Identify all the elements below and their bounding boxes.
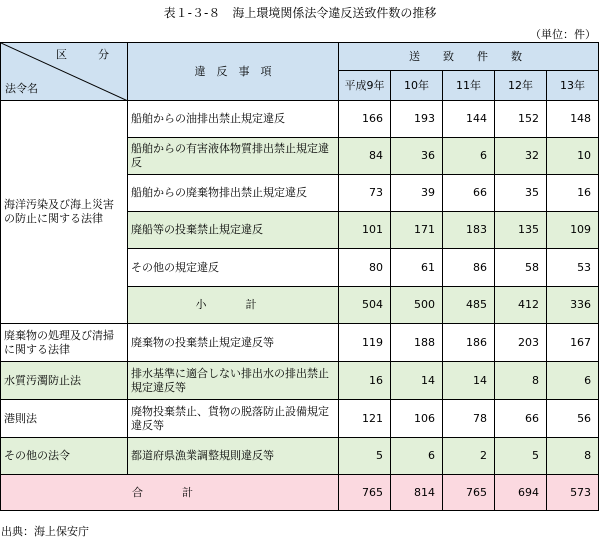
law-name-cell: 港則法 bbox=[1, 400, 128, 438]
referral-table bbox=[0, 42, 599, 511]
subtotal-label: 小 計 bbox=[128, 287, 339, 324]
value-cell: 5 bbox=[495, 438, 547, 475]
value-cell: 119 bbox=[339, 324, 391, 362]
total-value: 573 bbox=[547, 475, 599, 511]
violation-item: 船舶からの廃棄物排出禁止規定違反 bbox=[128, 175, 339, 212]
header-referral: 送 致 件 数 bbox=[339, 43, 599, 71]
value-cell: 35 bbox=[495, 175, 547, 212]
value-cell: 109 bbox=[547, 212, 599, 249]
violation-item: 都道府県漁業調整規則違反等 bbox=[128, 438, 339, 475]
value-cell: 84 bbox=[339, 138, 391, 175]
value-cell: 80 bbox=[339, 249, 391, 287]
value-cell: 36 bbox=[391, 138, 443, 175]
value-cell: 78 bbox=[443, 400, 495, 438]
total-value: 765 bbox=[339, 475, 391, 511]
value-cell: 16 bbox=[547, 175, 599, 212]
value-cell: 10 bbox=[547, 138, 599, 175]
total-value: 765 bbox=[443, 475, 495, 511]
value-cell: 58 bbox=[495, 249, 547, 287]
header-year: 平成9年 bbox=[339, 71, 391, 101]
subtotal-value: 485 bbox=[443, 287, 495, 324]
value-cell: 8 bbox=[495, 362, 547, 400]
subtotal-value: 412 bbox=[495, 287, 547, 324]
total-label: 合 計 bbox=[1, 475, 339, 511]
value-cell: 171 bbox=[391, 212, 443, 249]
subtotal-value: 500 bbox=[391, 287, 443, 324]
value-cell: 183 bbox=[443, 212, 495, 249]
violation-item: 廃物投棄禁止、貨物の脱落防止設備規定違反等 bbox=[128, 400, 339, 438]
value-cell: 6 bbox=[443, 138, 495, 175]
header-corner-cell bbox=[1, 43, 128, 101]
total-value: 694 bbox=[495, 475, 547, 511]
value-cell: 101 bbox=[339, 212, 391, 249]
value-cell: 186 bbox=[443, 324, 495, 362]
violation-item: 船舶からの有害液体物質排出禁止規定違反 bbox=[128, 138, 339, 175]
violation-item: 船舶からの油排出禁止規定違反 bbox=[128, 101, 339, 138]
value-cell: 203 bbox=[495, 324, 547, 362]
value-cell: 6 bbox=[391, 438, 443, 475]
value-cell: 14 bbox=[443, 362, 495, 400]
value-cell: 6 bbox=[547, 362, 599, 400]
value-cell: 14 bbox=[391, 362, 443, 400]
value-cell: 39 bbox=[391, 175, 443, 212]
value-cell: 121 bbox=[339, 400, 391, 438]
value-cell: 5 bbox=[339, 438, 391, 475]
value-cell: 32 bbox=[495, 138, 547, 175]
value-cell: 135 bbox=[495, 212, 547, 249]
violation-item: 廃船等の投棄禁止規定違反 bbox=[128, 212, 339, 249]
header-year: 11年 bbox=[443, 71, 495, 101]
value-cell: 53 bbox=[547, 249, 599, 287]
law-name-cell: 廃棄物の処理及び清掃に関する法律 bbox=[1, 324, 128, 362]
header-year: 13年 bbox=[547, 71, 599, 101]
source-note: 出典：海上保安庁 bbox=[1, 525, 89, 538]
value-cell: 2 bbox=[443, 438, 495, 475]
subtotal-value: 504 bbox=[339, 287, 391, 324]
value-cell: 73 bbox=[339, 175, 391, 212]
law-name-cell: その他の法令 bbox=[1, 438, 128, 475]
total-value: 814 bbox=[391, 475, 443, 511]
value-cell: 61 bbox=[391, 249, 443, 287]
value-cell: 8 bbox=[547, 438, 599, 475]
value-cell: 167 bbox=[547, 324, 599, 362]
value-cell: 144 bbox=[443, 101, 495, 138]
table-title: 表１-３-８ 海上環境関係法令違反送致件数の推移 bbox=[163, 6, 437, 20]
value-cell: 66 bbox=[495, 400, 547, 438]
header-year: 10年 bbox=[391, 71, 443, 101]
law-name-cell: 海洋汚染及び海上災害の防止に関する法律 bbox=[1, 101, 128, 324]
violation-item: その他の規定違反 bbox=[128, 249, 339, 287]
header-year: 12年 bbox=[495, 71, 547, 101]
header-law-name: 法令名 bbox=[5, 82, 38, 95]
header-category: 区 分 bbox=[56, 48, 119, 61]
value-cell: 166 bbox=[339, 101, 391, 138]
violation-item: 排水基準に適合しない排出水の排出禁止規定違反等 bbox=[128, 362, 339, 400]
subtotal-value: 336 bbox=[547, 287, 599, 324]
law-name-cell: 水質汚濁防止法 bbox=[1, 362, 128, 400]
value-cell: 193 bbox=[391, 101, 443, 138]
value-cell: 152 bbox=[495, 101, 547, 138]
value-cell: 56 bbox=[547, 400, 599, 438]
value-cell: 86 bbox=[443, 249, 495, 287]
value-cell: 188 bbox=[391, 324, 443, 362]
value-cell: 66 bbox=[443, 175, 495, 212]
value-cell: 106 bbox=[391, 400, 443, 438]
header-violation: 違 反 事 項 bbox=[128, 43, 339, 101]
violation-item: 廃棄物の投棄禁止規定違反等 bbox=[128, 324, 339, 362]
unit-note: （単位：件） bbox=[530, 28, 596, 41]
value-cell: 16 bbox=[339, 362, 391, 400]
value-cell: 148 bbox=[547, 101, 599, 138]
